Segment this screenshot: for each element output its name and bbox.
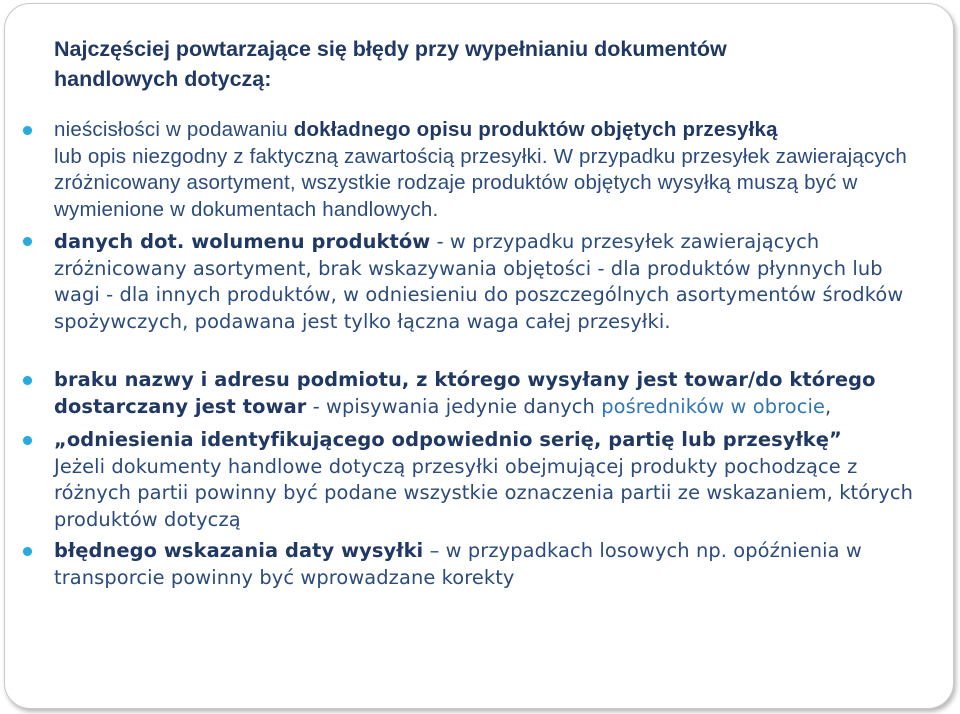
title-line-2: handlowych dotyczą: bbox=[54, 67, 272, 91]
item-1-rest: lub opis niezgodny z faktyczną zawartością przesyłki. W przypadku przesyłek zawierających zróżnicowany asortyment, wszystkie rodzaje produktów objętych wysyłką muszą być w wymienione w dokumentach handlowych. bbox=[54, 144, 907, 221]
item-5-rest: – w przypadkach losowych np. opóźnienia w transporcie powinny być wprowadzane korekty bbox=[54, 539, 862, 589]
list-item bbox=[54, 367, 934, 420]
item-3-text: - wpisywania jedynie danych bbox=[306, 394, 602, 418]
list-item bbox=[54, 427, 934, 533]
item-5-bold: błędnego wskazania daty wysyłki bbox=[54, 539, 424, 562]
bullet-dot-icon bbox=[23, 126, 32, 135]
item-4-bold: „odniesienia identyfikującego odpowiednio serię, partię lub przesyłkę” bbox=[54, 428, 842, 451]
item-3-link-text: pośredników w obrocie bbox=[601, 394, 826, 418]
bullet-dot-icon bbox=[23, 436, 32, 445]
list-item bbox=[54, 117, 934, 223]
list-item bbox=[54, 229, 934, 335]
title-line-1: Najczęściej powtarzające się błędy przy wypełnianiu dokumentów bbox=[54, 37, 727, 61]
item-2-rest: - w przypadku przesyłek zawierających zróżnicowany asortyment, brak wskazywania objętości - dla produktów płynnych lub wagi - dla innych produktów, w odniesieniu do poszczególnych asortymentów środków spożywczych, podawana jest tylko łączna waga całej przesyłki. bbox=[54, 230, 904, 333]
item-2-bold: danych dot. wolumenu produktów bbox=[54, 230, 431, 253]
slide-frame bbox=[4, 3, 954, 709]
item-1-text: nieścisłości w podawaniu bbox=[54, 118, 294, 141]
item-3-bold: braku nazwy i adresu podmiotu, z którego wysyłany jest towar/do którego dostarczany jest towar bbox=[54, 368, 876, 418]
bullet-dot-icon bbox=[23, 237, 32, 246]
item-1-bold: dokładnego opisu produktów objętych przesyłką bbox=[293, 118, 778, 141]
list-item bbox=[54, 538, 934, 591]
slide-title bbox=[54, 34, 914, 94]
bullet-dot-icon bbox=[23, 547, 32, 556]
bullet-dot-icon bbox=[23, 376, 32, 385]
item-3-comma: , bbox=[825, 394, 832, 418]
item-4-rest: Jeżeli dokumenty handlowe dotyczą przesyłki obejmującej produkty pochodzące z różnych partii powinny być podane wszystkie oznaczenia partii ze wskazaniem, których produktów dotyczą bbox=[54, 454, 913, 531]
